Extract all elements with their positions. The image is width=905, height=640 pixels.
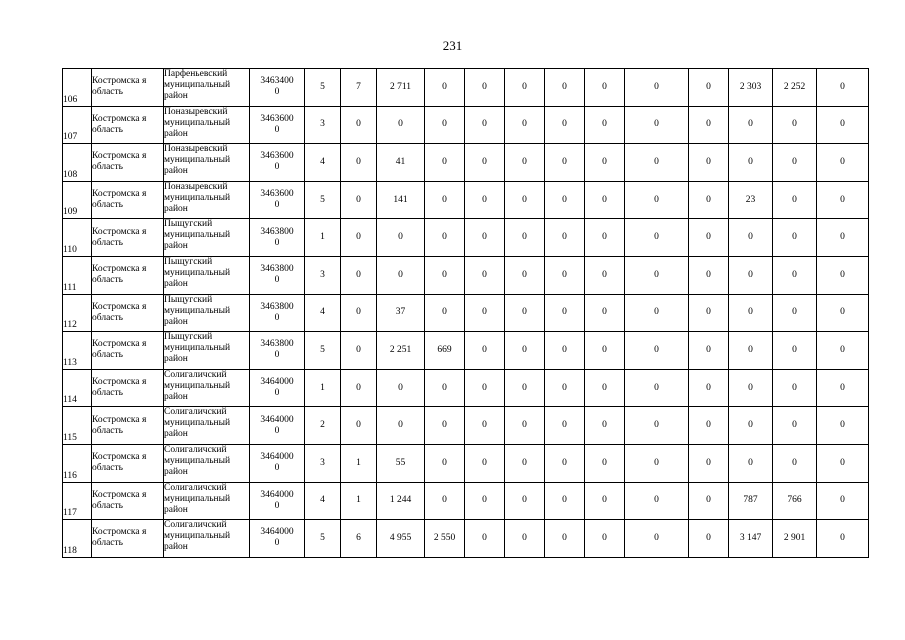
district-cell: Пыщугский муниципальный район (164, 256, 250, 294)
value-cell: 3 147 (729, 520, 773, 558)
region-cell: Костромска я область (92, 256, 164, 294)
region-cell: Костромска я область (92, 69, 164, 107)
value-cell: 0 (545, 294, 585, 332)
value-cell: 0 (505, 407, 545, 445)
value-cell: 0 (689, 181, 729, 219)
value-cell: 0 (425, 444, 465, 482)
value-cell: 3 (305, 106, 341, 144)
value-cell: 0 (625, 520, 689, 558)
district-cell: Солигаличский муниципальный район (164, 520, 250, 558)
value-cell: 1 244 (377, 482, 425, 520)
value-cell: 0 (545, 181, 585, 219)
region-cell: Костромска я область (92, 520, 164, 558)
value-cell: 0 (729, 369, 773, 407)
value-cell: 0 (377, 256, 425, 294)
row-number-cell: 115 (63, 407, 92, 445)
value-cell: 1 (341, 482, 377, 520)
value-cell: 0 (625, 144, 689, 182)
value-cell: 0 (729, 144, 773, 182)
value-cell: 41 (377, 144, 425, 182)
value-cell: 0 (425, 219, 465, 257)
value-cell: 0 (465, 69, 505, 107)
value-cell: 0 (625, 256, 689, 294)
value-cell: 0 (729, 444, 773, 482)
value-cell: 0 (505, 181, 545, 219)
value-cell: 0 (377, 407, 425, 445)
region-cell: Костромска я область (92, 332, 164, 370)
value-cell: 0 (425, 482, 465, 520)
value-cell: 5 (305, 332, 341, 370)
value-cell: 0 (689, 444, 729, 482)
value-cell: 766 (773, 482, 817, 520)
value-cell: 0 (505, 106, 545, 144)
value-cell: 0 (505, 332, 545, 370)
value-cell: 0 (625, 407, 689, 445)
row-number-cell: 118 (63, 520, 92, 558)
row-number-cell: 117 (63, 482, 92, 520)
row-number-cell: 109 (63, 181, 92, 219)
value-cell: 1 (305, 369, 341, 407)
district-cell: Поназыревский муниципальный район (164, 144, 250, 182)
value-cell: 0 (465, 407, 505, 445)
region-cell: Костромска я область (92, 106, 164, 144)
value-cell: 0 (773, 294, 817, 332)
value-cell: 0 (729, 294, 773, 332)
value-cell: 0 (773, 144, 817, 182)
value-cell: 0 (505, 294, 545, 332)
oktmo-code-cell: 3463600 0 (250, 144, 305, 182)
value-cell: 0 (773, 332, 817, 370)
value-cell: 0 (545, 407, 585, 445)
value-cell: 0 (505, 219, 545, 257)
oktmo-code-cell: 3464000 0 (250, 369, 305, 407)
value-cell: 0 (773, 219, 817, 257)
table-row (63, 106, 869, 144)
value-cell: 0 (341, 407, 377, 445)
oktmo-code-cell: 3463400 0 (250, 69, 305, 107)
table-row (63, 181, 869, 219)
value-cell: 0 (689, 219, 729, 257)
table-row (63, 332, 869, 370)
value-cell: 0 (465, 369, 505, 407)
value-cell: 0 (465, 332, 505, 370)
value-cell: 0 (729, 256, 773, 294)
value-cell: 2 303 (729, 69, 773, 107)
value-cell: 5 (305, 520, 341, 558)
district-cell: Пыщугский муниципальный район (164, 294, 250, 332)
value-cell: 0 (773, 106, 817, 144)
value-cell: 0 (817, 332, 869, 370)
value-cell: 0 (817, 181, 869, 219)
region-cell: Костромска я область (92, 369, 164, 407)
district-cell: Пыщугский муниципальный район (164, 219, 250, 257)
district-cell: Парфеньевский муниципальный район (164, 69, 250, 107)
value-cell: 0 (425, 407, 465, 445)
region-cell: Костромска я область (92, 219, 164, 257)
value-cell: 0 (465, 294, 505, 332)
value-cell: 0 (773, 181, 817, 219)
value-cell: 0 (341, 181, 377, 219)
value-cell: 0 (585, 219, 625, 257)
value-cell: 0 (465, 181, 505, 219)
table-row (63, 520, 869, 558)
value-cell: 6 (341, 520, 377, 558)
value-cell: 0 (689, 369, 729, 407)
value-cell: 4 955 (377, 520, 425, 558)
value-cell: 4 (305, 482, 341, 520)
value-cell: 0 (505, 256, 545, 294)
table-row (63, 369, 869, 407)
oktmo-code-cell: 3464000 0 (250, 444, 305, 482)
value-cell: 0 (545, 520, 585, 558)
value-cell: 0 (425, 369, 465, 407)
region-cell: Костромска я область (92, 294, 164, 332)
value-cell: 0 (689, 294, 729, 332)
oktmo-code-cell: 3463600 0 (250, 181, 305, 219)
value-cell: 0 (625, 332, 689, 370)
value-cell: 0 (773, 256, 817, 294)
value-cell: 0 (585, 520, 625, 558)
value-cell: 0 (625, 369, 689, 407)
region-cell: Костромска я область (92, 144, 164, 182)
value-cell: 0 (425, 144, 465, 182)
row-number-cell: 116 (63, 444, 92, 482)
value-cell: 0 (625, 482, 689, 520)
value-cell: 0 (625, 294, 689, 332)
value-cell: 37 (377, 294, 425, 332)
value-cell: 0 (341, 294, 377, 332)
value-cell: 0 (465, 482, 505, 520)
value-cell: 0 (585, 106, 625, 144)
row-number-cell: 107 (63, 106, 92, 144)
value-cell: 0 (817, 106, 869, 144)
value-cell: 0 (425, 69, 465, 107)
value-cell: 0 (545, 144, 585, 182)
value-cell: 0 (817, 256, 869, 294)
value-cell: 0 (585, 69, 625, 107)
value-cell: 0 (817, 444, 869, 482)
value-cell: 0 (817, 482, 869, 520)
value-cell: 5 (305, 69, 341, 107)
value-cell: 0 (625, 181, 689, 219)
value-cell: 1 (305, 219, 341, 257)
region-cell: Костромска я область (92, 482, 164, 520)
value-cell: 0 (505, 369, 545, 407)
value-cell: 0 (425, 294, 465, 332)
region-cell: Костромска я область (92, 181, 164, 219)
district-cell: Поназыревский муниципальный район (164, 181, 250, 219)
oktmo-code-cell: 3464000 0 (250, 520, 305, 558)
value-cell: 0 (505, 69, 545, 107)
value-cell: 0 (585, 256, 625, 294)
value-cell: 0 (585, 407, 625, 445)
value-cell: 0 (377, 219, 425, 257)
value-cell: 0 (585, 144, 625, 182)
value-cell: 2 252 (773, 69, 817, 107)
value-cell: 0 (377, 106, 425, 144)
district-cell: Солигаличский муниципальный район (164, 369, 250, 407)
table-row (63, 294, 869, 332)
oktmo-code-cell: 3463800 0 (250, 294, 305, 332)
value-cell: 787 (729, 482, 773, 520)
value-cell: 0 (425, 106, 465, 144)
value-cell: 0 (585, 181, 625, 219)
value-cell: 0 (817, 69, 869, 107)
value-cell: 0 (505, 520, 545, 558)
value-cell: 0 (817, 369, 869, 407)
value-cell: 0 (689, 144, 729, 182)
value-cell: 0 (341, 219, 377, 257)
value-cell: 0 (545, 482, 585, 520)
table-row (63, 482, 869, 520)
value-cell: 0 (465, 256, 505, 294)
value-cell: 23 (729, 181, 773, 219)
table-body (63, 69, 869, 558)
value-cell: 0 (341, 369, 377, 407)
oktmo-code-cell: 3464000 0 (250, 482, 305, 520)
value-cell: 0 (545, 219, 585, 257)
district-cell: Пыщугский муниципальный район (164, 332, 250, 370)
value-cell: 0 (465, 520, 505, 558)
value-cell: 0 (425, 256, 465, 294)
value-cell: 0 (377, 369, 425, 407)
value-cell: 2 (305, 407, 341, 445)
value-cell: 0 (341, 106, 377, 144)
district-cell: Солигаличский муниципальный район (164, 444, 250, 482)
table-row (63, 69, 869, 107)
value-cell: 0 (545, 256, 585, 294)
value-cell: 1 (341, 444, 377, 482)
value-cell: 0 (729, 332, 773, 370)
table-row (63, 256, 869, 294)
value-cell: 0 (625, 444, 689, 482)
value-cell: 0 (465, 144, 505, 182)
value-cell: 0 (625, 69, 689, 107)
row-number-cell: 110 (63, 219, 92, 257)
value-cell: 0 (773, 369, 817, 407)
region-cell: Костромска я область (92, 407, 164, 445)
value-cell: 0 (729, 407, 773, 445)
district-cell: Солигаличский муниципальный район (164, 482, 250, 520)
value-cell: 0 (817, 294, 869, 332)
value-cell: 0 (817, 219, 869, 257)
district-cell: Солигаличский муниципальный район (164, 407, 250, 445)
value-cell: 2 711 (377, 69, 425, 107)
value-cell: 0 (729, 219, 773, 257)
value-cell: 0 (729, 106, 773, 144)
value-cell: 0 (505, 444, 545, 482)
value-cell: 0 (545, 106, 585, 144)
row-number-cell: 113 (63, 332, 92, 370)
oktmo-code-cell: 3463800 0 (250, 332, 305, 370)
value-cell: 0 (585, 482, 625, 520)
value-cell: 3 (305, 256, 341, 294)
value-cell: 0 (689, 520, 729, 558)
value-cell: 0 (465, 444, 505, 482)
value-cell: 2 550 (425, 520, 465, 558)
value-cell: 0 (817, 144, 869, 182)
value-cell: 0 (505, 144, 545, 182)
value-cell: 0 (817, 520, 869, 558)
value-cell: 0 (585, 444, 625, 482)
value-cell: 669 (425, 332, 465, 370)
value-cell: 2 901 (773, 520, 817, 558)
value-cell: 7 (341, 69, 377, 107)
value-cell: 0 (341, 332, 377, 370)
oktmo-code-cell: 3464000 0 (250, 407, 305, 445)
table-row (63, 144, 869, 182)
value-cell: 0 (585, 332, 625, 370)
value-cell: 0 (585, 294, 625, 332)
value-cell: 0 (625, 106, 689, 144)
oktmo-code-cell: 3463800 0 (250, 219, 305, 257)
value-cell: 0 (585, 369, 625, 407)
value-cell: 0 (773, 444, 817, 482)
row-number-cell: 114 (63, 369, 92, 407)
oktmo-code-cell: 3463800 0 (250, 256, 305, 294)
value-cell: 0 (689, 106, 729, 144)
row-number-cell: 108 (63, 144, 92, 182)
value-cell: 0 (689, 69, 729, 107)
value-cell: 4 (305, 144, 341, 182)
value-cell: 0 (689, 407, 729, 445)
page-number: 231 (442, 38, 463, 53)
value-cell: 0 (341, 144, 377, 182)
region-cell: Костромска я область (92, 444, 164, 482)
data-table (62, 68, 869, 558)
row-number-cell: 112 (63, 294, 92, 332)
table-row (63, 407, 869, 445)
table-row (63, 444, 869, 482)
value-cell: 0 (817, 407, 869, 445)
row-number-cell: 111 (63, 256, 92, 294)
value-cell: 0 (425, 181, 465, 219)
oktmo-code-cell: 3463600 0 (250, 106, 305, 144)
value-cell: 141 (377, 181, 425, 219)
value-cell: 0 (465, 219, 505, 257)
value-cell: 0 (689, 482, 729, 520)
value-cell: 0 (773, 407, 817, 445)
row-number-cell: 106 (63, 69, 92, 107)
value-cell: 3 (305, 444, 341, 482)
value-cell: 0 (465, 106, 505, 144)
value-cell: 0 (689, 332, 729, 370)
value-cell: 0 (545, 69, 585, 107)
value-cell: 5 (305, 181, 341, 219)
district-cell: Поназыревский муниципальный район (164, 106, 250, 144)
value-cell: 0 (545, 369, 585, 407)
value-cell: 0 (545, 332, 585, 370)
value-cell: 55 (377, 444, 425, 482)
value-cell: 0 (689, 256, 729, 294)
table-row (63, 219, 869, 257)
value-cell: 0 (625, 219, 689, 257)
value-cell: 0 (341, 256, 377, 294)
value-cell: 0 (505, 482, 545, 520)
value-cell: 4 (305, 294, 341, 332)
value-cell: 2 251 (377, 332, 425, 370)
value-cell: 0 (545, 444, 585, 482)
